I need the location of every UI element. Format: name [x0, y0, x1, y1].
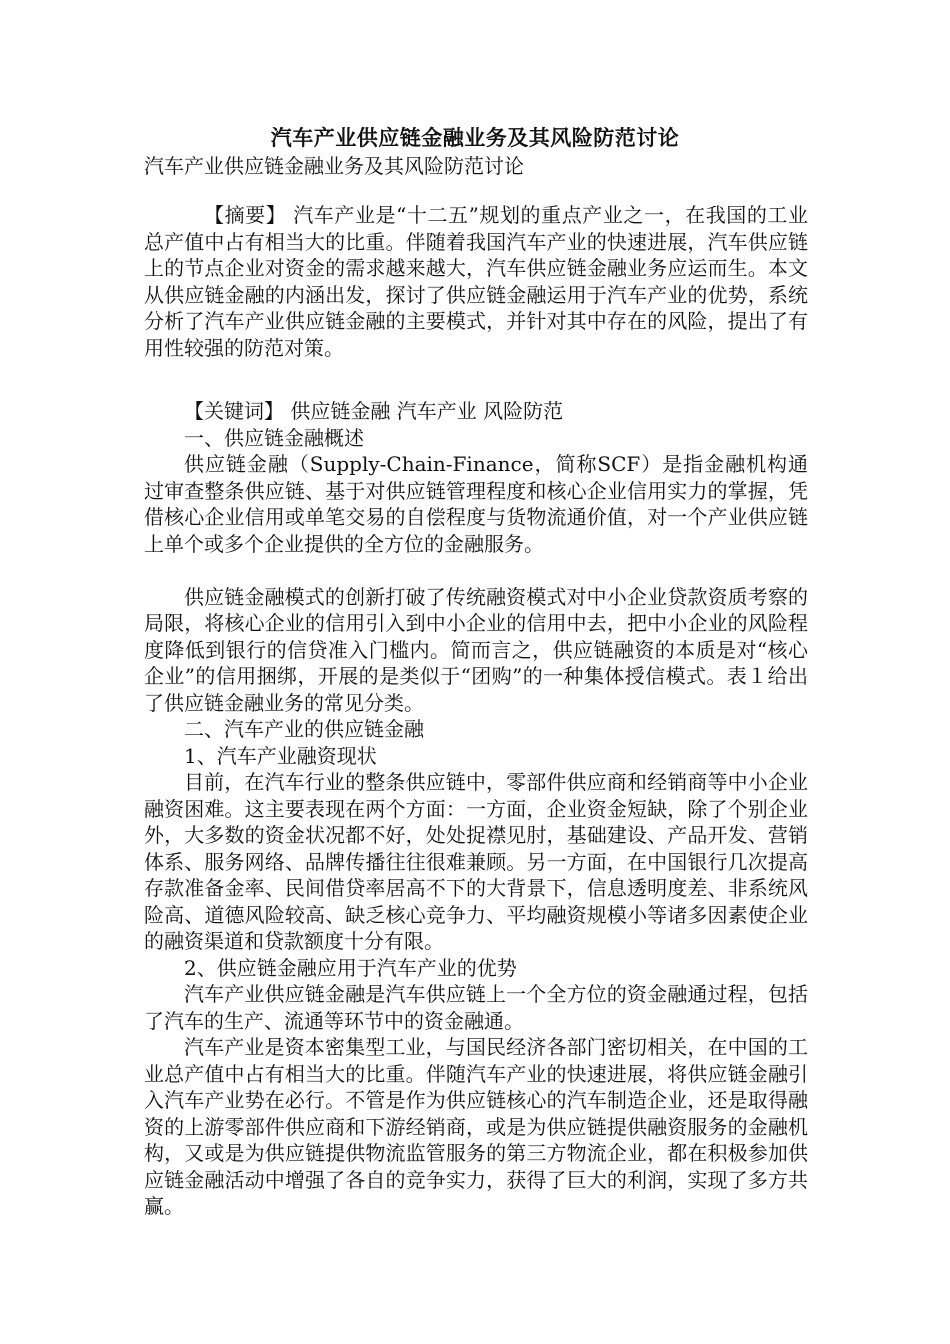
document-title: 汽车产业供应链金融业务及其风险防范讨论: [270, 125, 680, 150]
keywords-text: 供应链金融 汽车产业 风险防范: [290, 399, 564, 423]
subsection-heading: 2、供应链金融应用于汽车产业的优势: [184, 955, 517, 980]
body-paragraph: 汽车产业是资本密集型工业，与国民经济各部门密切相关，在中国的工业总产值中占有相当大的比重。伴随汽车产业的快速进展，将供应链金融引入汽车产业势在必行。不管是作为供应链核心的汽车制造企业，还是取得融资的上游零部件供应商和下游经销商，或是为供应链提供融资服务的金融机构，又或是为供应链提供物流监管服务的第三方物流企业，都在积极参加供应链金融活动中增强了各自的竞争实力，获得了巨大的利润，实现了多方共赢。: [144, 1035, 808, 1218]
section-heading: 一、供应链金融概述: [184, 425, 364, 450]
keywords-line: [144, 398, 808, 425]
abstract-block: [144, 202, 808, 362]
body-paragraph: 汽车产业供应链金融是汽车供应链上一个全方位的资金融通过程，包括了汽车的生产、流通等环节中的资金融通。: [144, 982, 808, 1033]
paragraph-gap: [144, 557, 808, 584]
section-heading: 二、汽车产业的供应链金融: [184, 717, 424, 741]
body-block: [144, 398, 808, 1220]
subsection-heading: 1、汽车产业融资现状: [184, 743, 377, 768]
body-paragraph: 供应链金融模式的创新打破了传统融资模式对中小企业贷款资质考察的局限，将核心企业的信用引入到中小企业的信用中去，把中小企业的风险程度降低到银行的信贷准入门槛内。简而言之，供应链融资的本质是对“核心企业”的信用捆绑，开展的是类似于“团购”的一种集体授信模式。表１给出了供应链金融业务的常见分类。: [144, 584, 808, 715]
abstract-text: 汽车产业是“十二五”规划的重点产业之一，在我国的工业总产值中占有相当大的比重。伴随着我国汽车产业的快速进展，汽车供应链上的节点企业对资金的需求越来越大，汽车供应链金融业务应运而生。本文从供应链金融的内涵出发，探讨了供应链金融运用于汽车产业的优势，系统分析了汽车产业供应链金融的主要模式，并针对其中存在的风险，提出了有用性较强的防范对策。: [144, 203, 809, 360]
keywords-label: 【关键词】: [184, 399, 284, 423]
abstract-paragraph: [144, 202, 808, 362]
abstract-label: 【摘要】: [204, 203, 287, 227]
document-subtitle: 汽车产业供应链金融业务及其风险防范讨论: [144, 154, 524, 178]
body-paragraph: 供应链金融（Supply-Chain-Finance，简称SCF）是指金融机构通过审查整条供应链、基于对供应链管理程度和核心企业信用实力的掌握，凭借核心企业信用或单笔交易的自偿程度与货物流通价值，对一个产业供应链上单个或多个企业提供的全方位的金融服务。: [144, 452, 808, 556]
body-paragraph: 目前，在汽车行业的整条供应链中，零部件供应商和经销商等中小企业融资困难。这主要表现在两个方面：一方面，企业资金短缺，除了个别企业外，大多数的资金状况都不好，处处捉襟见肘，基础建设、产品开发、营销体系、服务网络、品牌传播往往很难兼顾。另一方面，在中国银行几次提高存款准备金率、民间借贷率居高不下的大背景下，信息透明度差、非系统风险高、道德风险较高、缺乏核心竞争力、平均融资规模小等诸多因素使企业的融资渠道和贷款额度十分有限。: [144, 770, 808, 953]
